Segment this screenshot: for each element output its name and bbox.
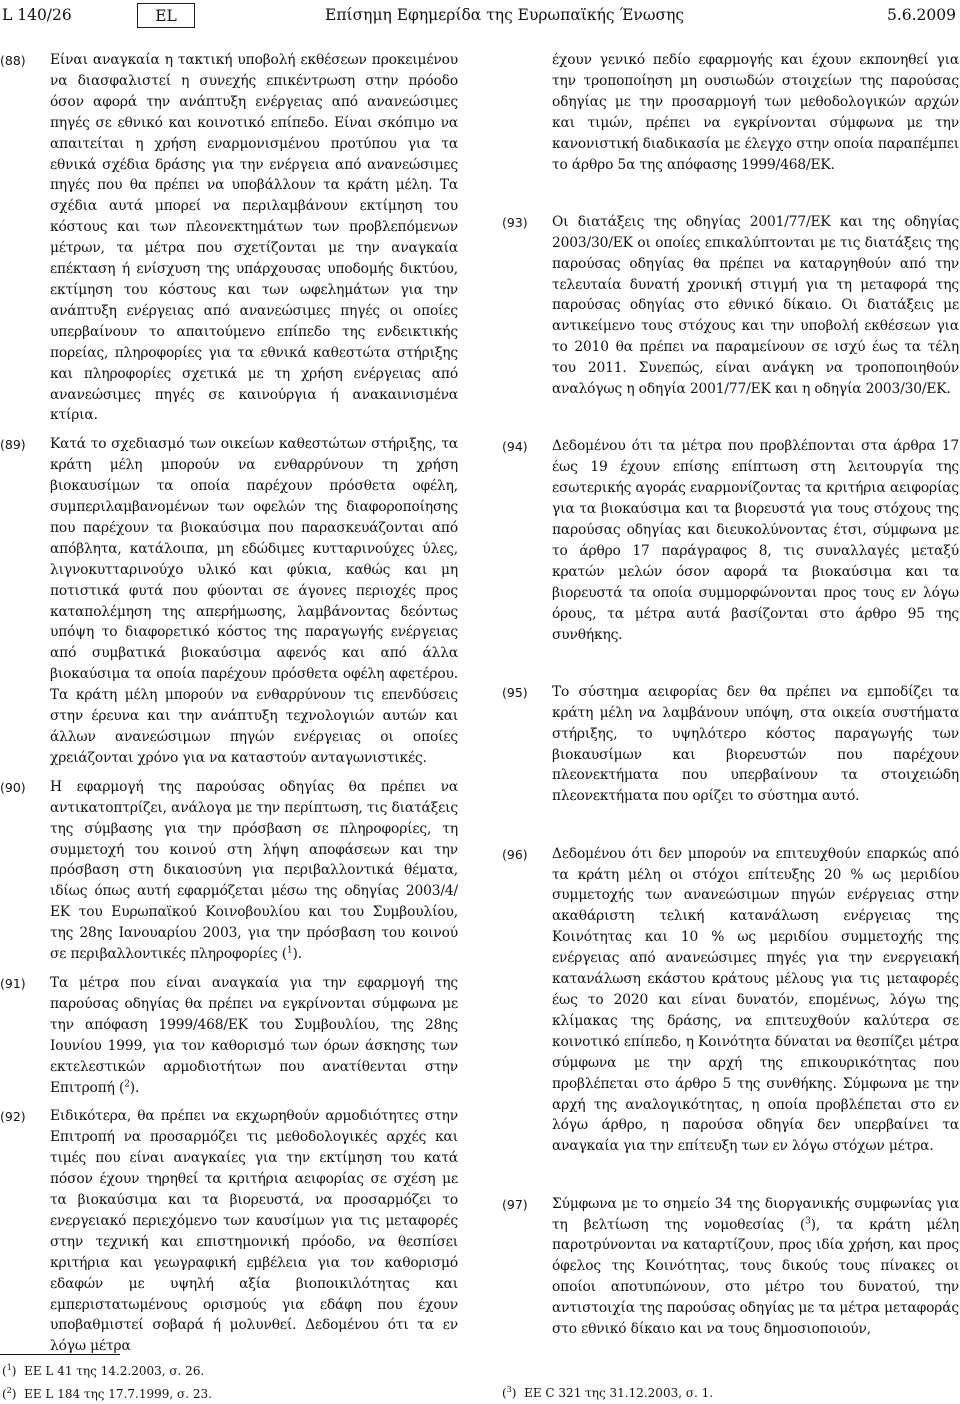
recital-text-part: Η εφαρμογή της παρούσας οδηγίας θα πρέπει να αντικατοπτρίζει, ανάλογα με την περίπτωση, τις διατάξεις της σύμβασης για την πρόσβαση σε πληροφορίες, τη συμμετοχή του κοινού στη λήψη αποφάσεων και την πρόσβαση στη δικαιοσύνη για περιβαλλοντικά θέματα, ιδίως όπως αυτή εφαρμόζεται μέσω της οδηγίας 2003/4/ΕΚ του Ευρωπαϊκού Κοινοβουλίου και του Συμβουλίου, της 28ης Ιανουαρίου 2003, για την πρόσβαση του κοινού σε περιβαλλοντικές πληροφορίες: [50, 778, 458, 963]
recital-number: (90): [0, 779, 26, 795]
recital-number: (95): [502, 684, 528, 700]
footnote-text: ΕΕ L 184 της 17.7.1999, σ. 23.: [24, 1387, 212, 1401]
recital-number: (97): [502, 1196, 528, 1212]
footnote-reference: 2: [124, 1078, 130, 1089]
footnote: ($^1$) ΕΕ L 41 της 14.2.2003, σ. 26.: [2, 1363, 205, 1378]
footnote-marker: 2: [6, 1386, 12, 1395]
recital: [502, 212, 959, 400]
recital: [0, 973, 458, 1098]
footnote-marker: 3: [506, 1385, 512, 1394]
recital: [502, 844, 959, 1158]
recital: [0, 1106, 458, 1357]
recital-text-part: Δεδομένου ότι τα μέτρα που προβλέπονται στα άρθρα 17 έως 19 έχουν επίσης επίπτωση στη λειτουργία της εσωτερικής αγοράς εναρμονίζοντας τα κριτήρια αειφορίας για τα βιοκαύσιμα και τα βιορευστά για τους στόχους της παρούσας οδηγίας και διευκολύνοντας έτσι, σύμφωνα με το άρθρο 17 παράγραφος 8, τις συναλλαγές μεταξύ κρατών μελών όσον αφορά τα βιοκαύσιμα και τα βιορευστά τα οποία συμμορφώνονται προς τους εν λόγω όρους, τα μέτρα αυτά βασίζονται στο άρθρο 95 της συνθήκης.: [552, 438, 959, 643]
right-column: [502, 50, 959, 1340]
left-column: [0, 50, 458, 1357]
recital: [0, 434, 458, 769]
recital: [502, 50, 959, 175]
recital-number: (96): [502, 846, 528, 862]
recital-number: (88): [0, 53, 26, 68]
recital-text: [552, 682, 959, 807]
recital-number: (91): [0, 975, 26, 991]
recital-text-part: Ειδικότερα, θα πρέπει να εκχωρηθούν αρμοδιότητες στην Επιτροπή να προσαρμόζει τις μεθοδολογικές αρχές και τιμές που είναι αναγκαίες για την εκτίμηση του κατά πόσον έχουν τηρηθεί τα κριτήρια αειφορίας σε σχέση με τα βιοκαύσιμα και τα βιορευστά, να προσαρμόζει το ενεργειακό περιεχόμενο των καυσίμων για τις μεταφορές στην τεχνική και επιστημονική πρόοδο, να θεσπίσει κριτήρια και γεωγραφική εμβέλεια για τον καθορισμό εδαφών με υψηλή αξία βιοποικιλότητας και εμπεριστατωμένους ορισμούς για εδάφη που έχουν υποβαθμιστεί σοβαρά ή μολυνθεί. Δεδομένου ότι τα εν λόγω μέτρα: [50, 1108, 458, 1355]
recital-text: [552, 844, 959, 1158]
footnotes-right: [502, 1380, 713, 1403]
recital: [502, 1194, 959, 1340]
footnotes-left: [2, 1358, 212, 1404]
recital-text-part: Οι διατάξεις της οδηγίας 2001/77/ΕΚ και της οδηγίας 2003/30/ΕΚ οι οποίες επικαλύπτονται με τις διατάξεις της παρούσας οδηγίας θα πρέπει να καταργηθούν από την τελευταία δυνατή χρονική στιγμή για τη μεταφορά της παρούσας οδηγίας στο εθνικό δίκαιο. Οι διατάξεις με αντικείμενο τους στόχους και την υποβολή εκθέσεων για το 2010 θα πρέπει να παραμείνουν σε ισχύ έως τα τέλη του 2011. Συνεπώς, είναι ανάγκη να τροποποιηθούν αναλόγως η οδηγία 2001/77/ΕΚ και η οδηγία 2003/30/ΕΚ.: [552, 213, 959, 398]
recital-number: (92): [0, 1109, 26, 1125]
recital-text: [552, 212, 959, 400]
recital: [502, 682, 959, 807]
recital-text-part: .: [135, 1079, 140, 1096]
recital: [502, 436, 959, 645]
recital-number: (94): [502, 439, 528, 455]
recital-text: [50, 50, 458, 426]
recital-text-part: , τα κράτη μέλη παροτρύνονται να καταρτίζουν, προς ιδία χρήση, και προς όφελος της Κοινότητας, τους δικούς τους πίνακες οι οποίοι αποτυπώνουν, στο μέτρο του δυνατού, την αντιστοιχία της παρούσας οδηγίας με τα μέτρα μεταφοράς στο εθνικό δίκαιο και να τους δημοσιοποιούν,: [552, 1216, 959, 1338]
page-header: [0, 0, 960, 34]
recital-text: [552, 50, 959, 175]
recital-text-part: Σύμφωνα με το σημείο 34 της διοργανικής συμφωνίας για τη βελτίωση της νομοθεσίας: [552, 1195, 959, 1233]
recital-text: [50, 434, 458, 769]
footnote-text: ΕΕ L 41 της 14.2.2003, σ. 26.: [24, 1364, 205, 1378]
recital-number: (89): [0, 437, 26, 453]
journal-title: Επίσημη Εφημερίδα της Ευρωπαϊκής Ένωσης: [325, 6, 685, 24]
language-code-box: EL: [137, 3, 195, 28]
recital: [0, 777, 458, 965]
recital: [0, 50, 458, 426]
recital-text-part: Τα μέτρα που είναι αναγκαία για την εφαρμογή της παρούσας οδηγίας θα πρέπει να εγκρίνονται σύμφωνα με την απόφαση 1999/468/ΕΚ του Συμβουλίου, της 28ης Ιουνίου 1999, για τον καθορισμό των όρων άσκησης των εκτελεστικών αρμοδιοτήτων που ανατίθενται στην Επιτροπή: [50, 974, 458, 1096]
recital-text-part: έχουν γενικό πεδίο εφαρμογής και έχουν εκπονηθεί για την τροποποίηση μη ουσιωδών στοιχείων της παρούσας οδηγίας με την προσαρμογή των μεθοδολογικών αρχών και τιμών, πρέπει να εγκρίνονται σύμφωνα με την κανονιστική διαδικασία με έλεγχο στην οποία παραπέμπει το άρθρο 5α της απόφασης 1999/468/ΕΚ.: [552, 52, 959, 173]
page-reference: L 140/26: [2, 6, 72, 24]
recital-number: (93): [502, 214, 528, 230]
footnote-text: ΕΕ C 321 της 31.12.2003, σ. 1.: [524, 1386, 714, 1400]
recital-text-part: .: [297, 946, 302, 963]
recital-text-part: Κατά το σχεδιασμό των οικείων καθεστώτων στήριξης, τα κράτη μέλη μπορούν να ενθαρρύνουν τη χρήση βιοκαυσίμων τα οποία παρέχουν πρόσθετα οφέλη, συμπεριλαμβανομένων των οφελών της διαφοροποίησης που παρέχουν τα βιοκαύσιμα που παρασκευάζονται από απόβλητα, κατάλοιπα, μη εδώδιμες κυτταρινούχες ύλες, λιγνοκυτταρινούχο υλικό και φύκια, καθώς και μη ποτιστικά φυτά που φύονται σε άγονες περιοχές προς καταπολέμηση της απερήμωσης, λαμβάνοντας δεόντως υπόψη το διαφορετικό κόστος της παραγωγής ενέργειας από συμβατικά βιοκαύσιμα αφενός και από άλλα βιοκαύσιμα τα οποία παρέχουν πρόσθετα οφέλη αφετέρου. Τα κράτη μέλη μπορούν να ενθαρρύνουν τις επενδύσεις στην έρευνα και την ανάπτυξη τεχνολογιών αυτών και άλλων ανανεώσιμων πηγών ενέργειας οι οποίες χρειάζονται χρόνο για να καταστούν ανταγωνιστικές.: [50, 436, 458, 766]
footnote-reference: 1: [286, 945, 293, 956]
recital-number: [502, 50, 552, 175]
footnote: ($^2$) ΕΕ L 184 της 17.7.1999, σ. 23.: [2, 1386, 212, 1401]
recital-text-part: Είναι αναγκαία η τακτική υποβολή εκθέσεων προκειμένου να διασφαλιστεί η συνεχής επικέντρωση στην πρόοδο όσον αφορά την ανάπτυξη ενέργειας από ανανεώσιμες πηγές σε εθνικό και κοινοτικό επίπεδο. Είναι σκόπιμο να απαιτείται η χρήση εναρμονισμένου προτύπου για τα εθνικά σχέδια δράσης για την ενέργεια από ανανεώσιμες πηγές που θα πρέπει να υποβάλλουν τα κράτη μέλη. Τα σχέδια αυτά μπορεί να περιλαμβάνουν εκτίμηση του κόστους και των πλεονεκτημάτων των προβλεπόμενων μέτρων, τα μέτρα που σχετίζονται με την αναγκαία επέκταση ή ενίσχυση της υπάρχουσας υποδομής δικτύου, εκτίμηση του κόστους και των ωφελημάτων για την ανάπτυξη ενέργειας από ανανεώσιμες πηγές οι οποίες υπερβαίνουν το απαιτούμενο επίπεδο της ενδεικτικής πορείας, πληροφορίες για τα εθνικά καθεστώτα στήριξης και πληροφορίες σχετικά με τη χρήση ενέργειας από ανανεώσιμες πηγές σε καινούργια ή ανακαινισμένα κτίρια.: [50, 52, 458, 424]
recital-text: Η εφαρμογή της παρούσας οδηγίας θα πρέπει να αντικατοπτρίζει, ανάλογα με την περίπτωση, τις διατάξεις της σύμβασης για την πρόσβαση σε πληροφορίες, τη συμμετοχή του κοινού στη λήψη αποφάσεων και την πρόσβαση στη δικαιοσύνη για περιβαλλοντικά θέματα, ιδίως όπως αυτή εφαρμόζεται μέσω της οδηγίας 2003/4/ΕΚ του Ευρωπαϊκού Κοινοβουλίου και του Συμβουλίου, της 28ης Ιανουαρίου 2003, για την πρόσβαση του κοινού σε περιβαλλοντικές πληροφορίες ($^1$).: [50, 778, 458, 963]
recital-text: Σύμφωνα με το σημείο 34 της διοργανικής συμφωνίας για τη βελτίωση της νομοθεσίας ($^3$), τα κράτη μέλη παροτρύνονται να καταρτίζουν, προς ιδία χρήση, και προς όφελος της Κοινότητας, τους δικούς τους πίνακες οι οποίοι αποτυπώνουν, στο μέτρο του δυνατού, την αντιστοιχία της παρούσας οδηγίας με τα μέτρα μεταφοράς στο εθνικό δίκαιο και να τους δημοσιοποιούν,: [552, 1195, 959, 1338]
publication-date: 5.6.2009: [886, 6, 956, 24]
recital-text: Τα μέτρα που είναι αναγκαία για την εφαρμογή της παρούσας οδηγίας θα πρέπει να εγκρίνονται σύμφωνα με την απόφαση 1999/468/ΕΚ του Συμβουλίου, της 28ης Ιουνίου 1999, για τον καθορισμό των όρων άσκησης των εκτελεστικών αρμοδιοτήτων που ανατίθενται στην Επιτροπή ($^2$).: [50, 974, 458, 1096]
footnote-reference: 3: [805, 1215, 811, 1226]
recital-text-part: Δεδομένου ότι δεν μπορούν να επιτευχθούν επαρκώς από τα κράτη μέλη οι στόχοι επίτευξης 20 % ως μεριδίου συμμετοχής των ανανεώσιμων πηγών ενέργειας στην ακαθάριστη τελική κατανάλωση ενέργειας της Κοινότητας και 10 % ως μεριδίου συμμετοχής της ενέργειας από ανανεώσιμες πηγές για την ενεργειακή κατανάλωση εκάστου κράτους μέλους για τις μεταφορές έως το 2020 και είναι δυνατόν, επομένως, λόγω της κλίμακας της δράσης, να επιτευχθούν καλύτερα σε κοινοτικό επίπεδο, η Κοινότητα δύναται να θεσπίζει μέτρα σύμφωνα με την αρχή της επικουρικότητας που προβλέπεται στο άρθρο 5 της συνθήκης. Σύμφωνα με την αρχή της αναλογικότητας, η οποία προβλέπεται στο εν λόγω άρθρο, η παρούσα οδηγία δεν υπερβαίνει τα αναγκαία για την επίτευξη των εν λόγω στόχων μέτρα.: [552, 845, 959, 1155]
footnote: ($^3$) ΕΕ C 321 της 31.12.2003, σ. 1.: [502, 1385, 714, 1400]
recital-text: [552, 436, 959, 645]
footnote-separator-left: [0, 1354, 120, 1355]
recital-text: [50, 1106, 458, 1357]
recital-text-part: Το σύστημα αειφορίας δεν θα πρέπει να εμποδίζει τα κράτη μέλη να λαμβάνουν υπόψη, στα οικεία συστήματα στήριξης, το υψηλότερο κόστος παραγωγής των βιοκαυσίμων και βιορευστών που παρέχουν πλεονεκτήματα που υπερβαίνουν τα στοιχειώδη πλεονεκτήματα που ορίζει το σύστημα αυτό.: [552, 683, 959, 805]
footnote-marker: 1: [6, 1363, 12, 1372]
